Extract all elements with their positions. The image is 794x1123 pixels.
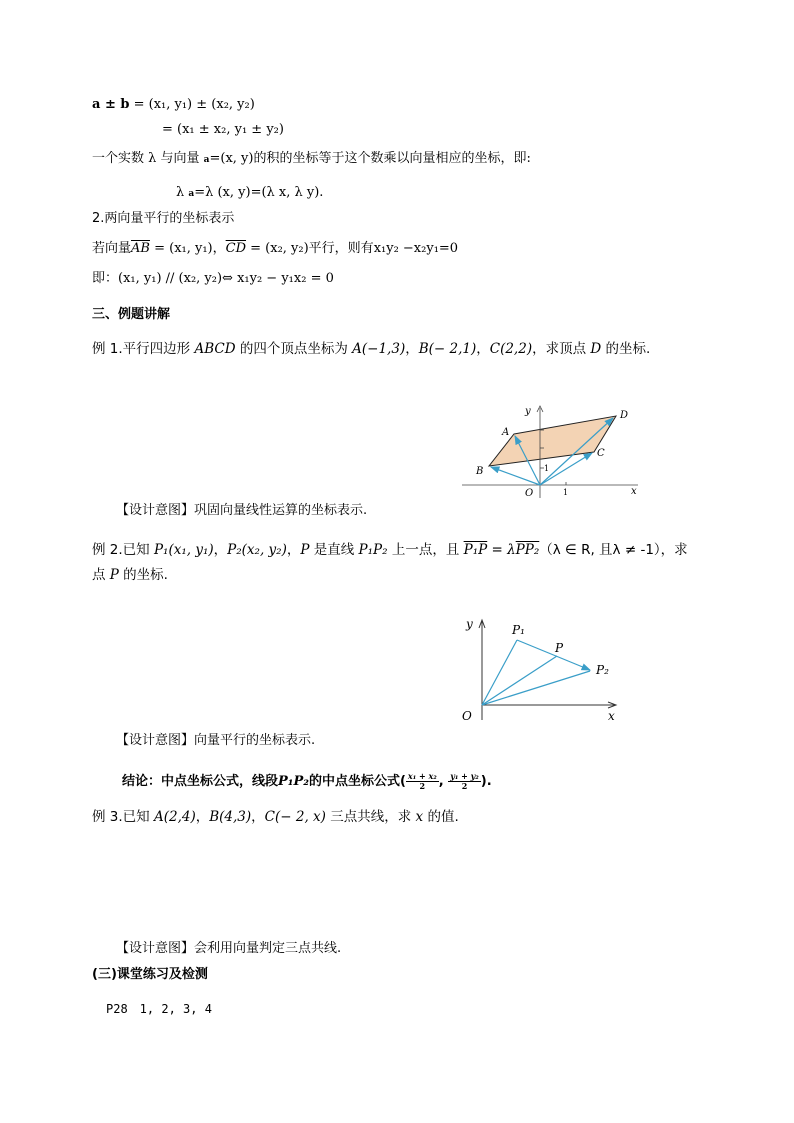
text-seg: 结论：中点坐标公式，线段 <box>122 774 279 789</box>
text-seg: 的值. <box>423 809 459 825</box>
lambda-symbol: λ <box>148 151 157 166</box>
text-seg: 例 3.已知 <box>92 809 154 825</box>
text-seg: ， <box>405 341 419 357</box>
formula-add-line2: = (x₁ ± x₂, y₁ ± y₂) <box>162 122 284 137</box>
segment-p1p2: P₁P₂ <box>278 774 309 789</box>
text-seg: 的坐标. <box>118 567 168 583</box>
text-seg: ). <box>480 774 492 789</box>
section3-title: 三、例题讲解 <box>92 307 171 322</box>
point-p2: P₂(x₂, y₂) <box>227 542 287 558</box>
text-seg: 的四个顶点坐标为 <box>235 341 353 357</box>
label-y: y <box>466 617 473 631</box>
conclusion <box>122 770 492 794</box>
label-o: O <box>525 488 534 499</box>
vector-a: a <box>188 189 195 199</box>
text-seg: =(x, y)的积的坐标等于这个数乘以向量相应的坐标，即: <box>209 151 531 166</box>
fraction-y <box>448 772 481 791</box>
example3-intent: 【设计意图】会利用向量判定三点共线. <box>116 941 342 956</box>
label-o: O <box>462 709 472 723</box>
fraction-x <box>406 772 439 791</box>
point-b: B(− 2,1) <box>418 341 477 357</box>
vector-op <box>482 656 557 705</box>
vector-ab: $\overline{AB}$ <box>131 241 150 256</box>
text-seg: 一个实数 <box>92 151 149 166</box>
label-c: C <box>597 448 605 459</box>
label-y: y <box>525 406 531 417</box>
parallel-equivalence <box>92 270 334 288</box>
label-x: x <box>631 486 637 497</box>
text-seg: 例 2.已知 <box>92 542 154 558</box>
text-seg: ， <box>251 809 265 825</box>
text-seg: （λ ∈ R, 且λ ≠ -1），求 <box>539 542 688 558</box>
scalar-formula <box>176 184 323 203</box>
label-a: A <box>502 427 510 438</box>
example2-text-line2 <box>92 566 168 584</box>
example2-text <box>92 541 688 559</box>
point-a: A(2,4) <box>153 809 196 825</box>
variable-x: x <box>415 809 424 825</box>
parallelogram-diagram <box>458 400 648 500</box>
point-a: A(−1,3) <box>352 341 406 357</box>
point-d: D <box>590 341 602 357</box>
practice-reference: P28 1, 2, 3, 4 <box>106 1002 212 1016</box>
point-division-diagram <box>458 612 628 724</box>
text-seg: 的坐标. <box>601 341 651 357</box>
example2-intent: 【设计意图】向量平行的坐标表示. <box>116 733 316 748</box>
text-seg: ， <box>213 542 228 558</box>
text-seg: ，求顶点 <box>532 341 591 357</box>
text-seg: 若向量 <box>92 241 132 256</box>
vector-pp2: PP₂ <box>515 542 540 558</box>
formula-add-line1 <box>92 96 255 114</box>
vector-sum-label: a ± b <box>92 97 130 112</box>
tick-x-1: 1 <box>563 488 569 497</box>
text-seg: , <box>438 774 449 789</box>
text-seg: = (x₂, y₂)平行，则有 <box>246 241 374 256</box>
equivalence-formula: (x₁, y₁) // (x₂, y₂)⇔ x₁y₂ − y₁x₂ = 0 <box>118 271 334 286</box>
label-p1: P₁ <box>512 623 525 637</box>
point-p1: P₁(x₁, y₁) <box>153 542 214 558</box>
parallel-condition <box>92 240 458 258</box>
math-seg: ABCD <box>194 341 236 357</box>
section2-title: 2.两向量平行的坐标表示 <box>92 211 235 226</box>
fraction-den: 2 <box>419 781 426 791</box>
formula-text: =λ (x, y)=(λ x, λ y). <box>194 185 324 200</box>
point-b: B(4,3) <box>209 809 252 825</box>
label-x: x <box>608 709 615 723</box>
line-p1p2: P₁P₂ <box>358 542 388 558</box>
vector-cd: $\overline{CD}$ <box>225 241 247 256</box>
math-seg: = λ <box>487 542 516 558</box>
practice-section-title: (三)课堂练习及检测 <box>92 967 208 982</box>
scalar-description <box>92 150 531 169</box>
point-c: C(2,2) <box>489 341 533 357</box>
text-seg: ， <box>195 809 210 825</box>
text-seg: 上一点，且 <box>387 542 464 558</box>
text-seg: 点 <box>92 567 110 583</box>
parallel-equation: x₁y₂ −x₂y₁=0 <box>373 241 459 256</box>
label-d: D <box>620 410 629 421</box>
point-p: P <box>300 542 310 558</box>
lambda-symbol: λ <box>176 185 189 200</box>
fraction-den: 2 <box>461 781 468 791</box>
label-p2: P₂ <box>596 663 609 677</box>
point-p: P <box>109 567 119 583</box>
point-c: C(− 2, x) <box>264 809 326 825</box>
example3-text <box>92 808 459 826</box>
vector-p1p: P₁P <box>463 542 488 558</box>
tick-y-1: 1 <box>544 464 550 473</box>
text-seg: 是直线 <box>309 542 359 558</box>
segment-p1p2 <box>517 640 590 670</box>
text-seg: 的中点坐标公式( <box>308 774 406 789</box>
example1-intent: 【设计意图】巩固向量线性运算的坐标表示. <box>116 503 368 518</box>
label-p: P <box>555 641 564 655</box>
text-seg: = (x₁, y₁)， <box>149 241 226 256</box>
fraction-num: y₁ + y₂ <box>450 771 479 781</box>
text-seg: 三点共线，求 <box>325 809 416 825</box>
text-seg: ， <box>286 542 301 558</box>
text-seg: ， <box>476 341 490 357</box>
vector-a: a <box>203 155 210 165</box>
example1-text <box>92 340 650 358</box>
label-b: B <box>476 466 484 477</box>
text-seg: 与向量 <box>156 151 204 166</box>
text-seg: 例 1.平行四边形 <box>92 341 195 357</box>
text-seg: 即： <box>92 271 119 286</box>
fraction-num: x₁ + x₂ <box>407 771 437 781</box>
vector-sum-rhs: = (x₁, y₁) ± (x₂, y₂) <box>129 97 255 112</box>
